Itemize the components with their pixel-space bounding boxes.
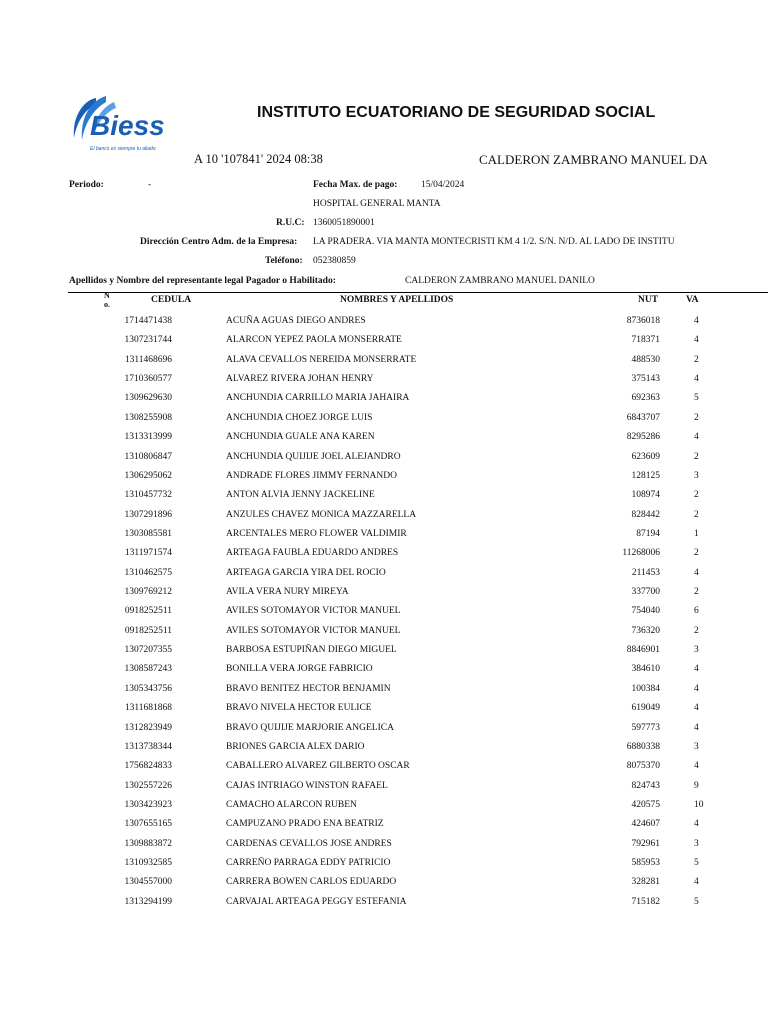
telefono-value: 052380859 (313, 256, 356, 266)
nut-cell: 8295286 (626, 432, 660, 443)
nut-cell: 715182 (631, 896, 660, 907)
va-cell: 4 (694, 374, 699, 385)
table-row (0, 486, 768, 505)
table-row (0, 660, 768, 679)
nombre-cell: CARREÑO PARRAGA EDDY PATRICIO (226, 858, 391, 869)
nut-cell: 828442 (631, 509, 660, 520)
table-header (68, 292, 768, 311)
nombre-cell: ANCHUNDIA QUIJIJE JOEL ALEJANDRO (226, 451, 401, 462)
nombre-cell: BRAVO QUIJIJE MARJORIE ANGELICA (226, 722, 394, 733)
nombre-cell: BRAVO BENITEZ HECTOR BENJAMIN (226, 683, 391, 694)
nombre-cell: ANCHUNDIA GUALE ANA KAREN (226, 432, 375, 443)
nombre-cell: CARRERA BOWEN CARLOS EDUARDO (226, 877, 397, 888)
va-cell: 4 (694, 567, 699, 578)
table-row (0, 389, 768, 408)
nut-cell: 211453 (631, 567, 660, 578)
cedula-cell: 1313294199 (124, 896, 172, 907)
nombre-cell: ACUÑA AGUAS DIEGO ANDRES (226, 316, 366, 326)
va-cell: 3 (694, 838, 699, 849)
va-cell: 4 (694, 877, 699, 888)
nombre-cell: ARTEAGA FAUBLA EDUARDO ANDRES (226, 548, 399, 559)
fecha-value: 15/04/2024 (421, 180, 465, 190)
nombre-cell: CARDENAS CEVALLOS JOSE ANDRES (226, 838, 392, 849)
cedula-cell: 1307655165 (124, 819, 172, 830)
nombre-cell: ALARCON YEPEZ PAOLA MONSERRATE (226, 335, 402, 346)
table-row (0, 893, 768, 912)
va-cell: 5 (694, 858, 699, 869)
cedula-cell: 1313313999 (124, 432, 172, 443)
nut-cell: 736320 (631, 625, 660, 636)
cedula-cell: 1714471438 (124, 316, 172, 326)
table-row (0, 312, 768, 331)
nombre-cell: CAJAS INTRIAGO WINSTON RAFAEL (226, 780, 388, 791)
cedula-cell: 1307231744 (124, 335, 172, 346)
va-cell: 5 (694, 896, 699, 907)
cedula-cell: 1303085581 (124, 528, 172, 539)
va-cell: 5 (694, 393, 699, 404)
table-row (0, 506, 768, 525)
nombre-cell: BRAVO NIVELA HECTOR EULICE (226, 703, 372, 714)
nut-cell: 619049 (631, 703, 660, 714)
nombre-cell: ANCHUNDIA CARRILLO MARIA JAHAIRA (226, 393, 410, 404)
va-cell: 2 (694, 548, 699, 559)
biess-logo (66, 94, 184, 158)
direccion-label: Dirección Centro Adm. de la Empresa: (140, 237, 298, 247)
cedula-cell: 0918252511 (124, 606, 172, 617)
contributors-table (0, 312, 768, 912)
ruc-value: 1360051890001 (313, 218, 375, 228)
cedula-cell: 1309883872 (124, 838, 172, 849)
va-cell: 6 (694, 606, 699, 617)
nut-cell: 420575 (631, 799, 660, 810)
nombre-cell: ANTON ALVIA JENNY JACKELINE (226, 490, 375, 501)
va-cell: 4 (694, 761, 699, 772)
table-row (0, 738, 768, 757)
table-row (0, 680, 768, 699)
cedula-cell: 1307291896 (124, 509, 172, 520)
va-cell: 2 (694, 509, 699, 520)
cedula-cell: 1313738344 (124, 741, 172, 752)
page-title: INSTITUTO ECUATORIANO DE SEGURIDAD SOCIAL (257, 104, 656, 121)
va-cell: 4 (694, 335, 699, 346)
nombre-cell: ALVAREZ RIVERA JOHAN HENRY (226, 374, 374, 385)
nombre-cell: AVILA VERA NURY MIREYA (226, 587, 349, 598)
nut-cell: 623609 (631, 451, 660, 462)
cedula-cell: 1303423923 (124, 799, 172, 810)
logo-tagline: El banco es siempre tu aliado (90, 146, 156, 152)
nut-cell: 754040 (631, 606, 660, 617)
nombre-cell: CAMACHO ALARCON RUBEN (226, 799, 357, 810)
table-row (0, 854, 768, 873)
header-no: N o. (104, 291, 110, 309)
table-row (0, 409, 768, 428)
nut-cell: 108974 (631, 490, 660, 501)
table-row (0, 835, 768, 854)
va-cell: 4 (694, 683, 699, 694)
cedula-cell: 1311468696 (124, 354, 172, 365)
table-row (0, 525, 768, 544)
nombre-cell: AVILES SOTOMAYOR VICTOR MANUEL (226, 606, 401, 617)
representante-label: Apellidos y Nombre del representante legal Pagador o Habilitado: (69, 276, 336, 286)
nut-cell: 424607 (631, 819, 660, 830)
table-row (0, 564, 768, 583)
cedula-cell: 1710360577 (124, 374, 172, 385)
nombre-cell: ALAVA CEVALLOS NEREIDA MONSERRATE (226, 354, 417, 365)
va-cell: 2 (694, 587, 699, 598)
table-row (0, 331, 768, 350)
va-cell: 2 (694, 354, 699, 365)
cedula-cell: 1308255908 (124, 412, 172, 423)
va-cell: 10 (694, 799, 704, 810)
representante-value: CALDERON ZAMBRANO MANUEL DANILO (405, 276, 595, 286)
cedula-cell: 1311971574 (124, 548, 172, 559)
table-row (0, 622, 768, 641)
nut-cell: 8075370 (626, 761, 660, 772)
cedula-cell: 1309629630 (124, 393, 172, 404)
periodo-label: Periodo: (69, 180, 104, 190)
nombre-cell: ARTEAGA GARCIA YIRA DEL ROCIO (226, 567, 386, 578)
table-row (0, 602, 768, 621)
table-row (0, 641, 768, 660)
header-va: VA (686, 295, 699, 305)
nut-cell: 6880338 (626, 741, 660, 752)
cedula-cell: 1310457732 (124, 490, 172, 501)
va-cell: 2 (694, 451, 699, 462)
va-cell: 4 (694, 316, 699, 326)
nut-cell: 128125 (631, 470, 660, 481)
table-row (0, 448, 768, 467)
nut-cell: 718371 (631, 335, 660, 346)
nut-cell: 100384 (631, 683, 660, 694)
document-code: A 10 '107841' 2024 08:38 (194, 152, 323, 166)
logo-wordmark: Biess (90, 110, 165, 141)
nut-cell: 384610 (631, 664, 660, 675)
cedula-cell: 0918252511 (124, 625, 172, 636)
hospital-name: HOSPITAL GENERAL MANTA (313, 199, 441, 209)
cedula-cell: 1756824833 (124, 761, 172, 772)
nut-cell: 488530 (631, 354, 660, 365)
table-row (0, 719, 768, 738)
periodo-value: - (148, 180, 152, 190)
nombre-cell: BRIONES GARCIA ALEX DARIO (226, 741, 365, 752)
nut-cell: 597773 (631, 722, 660, 733)
cedula-cell: 1307207355 (124, 645, 172, 656)
va-cell: 1 (694, 528, 699, 539)
cedula-cell: 1305343756 (124, 683, 172, 694)
cedula-cell: 1309769212 (124, 587, 172, 598)
table-row (0, 467, 768, 486)
nut-cell: 375143 (631, 374, 660, 385)
table-row (0, 699, 768, 718)
nombre-cell: BONILLA VERA JORGE FABRICIO (226, 664, 373, 675)
fecha-label: Fecha Max. de pago: (313, 180, 398, 190)
cedula-cell: 1312823949 (124, 722, 172, 733)
employer-name: CALDERON ZAMBRANO MANUEL DA (479, 152, 708, 167)
table-row (0, 757, 768, 776)
nombre-cell: ANCHUNDIA CHOEZ JORGE LUIS (226, 412, 373, 423)
cedula-cell: 1302557226 (124, 780, 172, 791)
nut-cell: 585953 (631, 858, 660, 869)
va-cell: 2 (694, 412, 699, 423)
va-cell: 9 (694, 780, 699, 791)
va-cell: 3 (694, 470, 699, 481)
nombre-cell: ARCENTALES MERO FLOWER VALDIMIR (226, 528, 407, 539)
table-row (0, 370, 768, 389)
cedula-cell: 1308587243 (124, 664, 172, 675)
nut-cell: 824743 (631, 780, 660, 791)
va-cell: 4 (694, 664, 699, 675)
table-row (0, 815, 768, 834)
nut-cell: 692363 (631, 393, 660, 404)
nut-cell: 11268006 (622, 548, 660, 559)
cedula-cell: 1311681868 (124, 703, 172, 714)
header-nut: NUT (638, 295, 659, 305)
va-cell: 4 (694, 703, 699, 714)
table-row (0, 583, 768, 602)
nut-cell: 337700 (631, 587, 660, 598)
nombre-cell: CARVAJAL ARTEAGA PEGGY ESTEFANIA (226, 896, 407, 907)
va-cell: 2 (694, 490, 699, 501)
nut-cell: 87194 (636, 528, 660, 539)
table-row (0, 351, 768, 370)
va-cell: 2 (694, 625, 699, 636)
header-cedula: CEDULA (151, 295, 192, 305)
table-row (0, 777, 768, 796)
nombre-cell: CAMPUZANO PRADO ENA BEATRIZ (226, 819, 384, 830)
nut-cell: 328281 (631, 877, 660, 888)
header-nombres: NOMBRES Y APELLIDOS (340, 295, 454, 305)
telefono-label: Teléfono: (265, 256, 303, 266)
table-row (0, 428, 768, 447)
nombre-cell: AVILES SOTOMAYOR VICTOR MANUEL (226, 625, 401, 636)
cedula-cell: 1310806847 (124, 451, 172, 462)
cedula-cell: 1304557000 (124, 877, 172, 888)
va-cell: 3 (694, 645, 699, 656)
cedula-cell: 1310462575 (124, 567, 172, 578)
table-row (0, 544, 768, 563)
nombre-cell: CABALLERO ALVAREZ GILBERTO OSCAR (226, 761, 410, 772)
cedula-cell: 1306295062 (124, 470, 172, 481)
ruc-label: R.U.C: (276, 218, 305, 228)
cedula-cell: 1310932585 (124, 858, 172, 869)
nut-cell: 6843707 (626, 412, 660, 423)
nombre-cell: ANZULES CHAVEZ MONICA MAZZARELLA (226, 509, 417, 520)
nombre-cell: ANDRADE FLORES JIMMY FERNANDO (226, 470, 397, 481)
nut-cell: 8736018 (626, 316, 660, 326)
nut-cell: 8846901 (626, 645, 660, 656)
va-cell: 4 (694, 432, 699, 443)
direccion-value: LA PRADERA. VIA MANTA MONTECRISTI KM 4 1/2. S/N. N/D. AL LADO DE INSTITU (313, 237, 675, 247)
va-cell: 4 (694, 819, 699, 830)
va-cell: 3 (694, 741, 699, 752)
nut-cell: 792961 (631, 838, 660, 849)
nombre-cell: BARBOSA ESTUPIÑAN DIEGO MIGUEL (226, 645, 397, 656)
table-row (0, 873, 768, 892)
va-cell: 4 (694, 722, 699, 733)
table-row (0, 796, 768, 815)
